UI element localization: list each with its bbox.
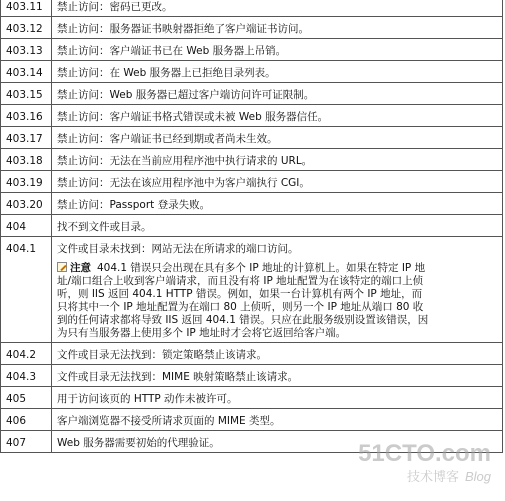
status-code: 404.2 <box>1 343 52 365</box>
status-code: 403.11 <box>1 0 52 17</box>
status-code: 405 <box>1 387 52 409</box>
status-description: 禁止访问：客户端证书已经到期或者尚未生效。 <box>52 127 503 149</box>
status-description: 用于访问该页的 HTTP 动作未被许可。 <box>52 387 503 409</box>
status-description: 禁止访问：客户端证书已在 Web 服务器上吊销。 <box>52 39 503 61</box>
status-code: 403.20 <box>1 193 52 215</box>
note-line: 址/端口组合上收到客户端请求，而且没有将 IP 地址配置为在该特定的端口上侦 <box>57 275 424 287</box>
table-row <box>1 431 503 453</box>
status-description: 找不到文件或目录。 <box>52 215 503 237</box>
note-line: 为只有当服务器上使用多个 IP 地址时才会将它返回给客户端。 <box>57 327 347 339</box>
status-code: 404.1 <box>1 237 52 343</box>
status-code: 403.17 <box>1 127 52 149</box>
note-line: 只将其中一个 IP 地址配置为在端口 80 上侦听，则另一个 IP 地址从端口 80 收 <box>57 301 424 313</box>
table-row <box>1 83 503 105</box>
status-code: 403.12 <box>1 17 52 39</box>
table-row <box>1 193 503 215</box>
table-row <box>1 409 503 431</box>
status-description: 禁止访问：无法在当前应用程序池中执行请求的 URL。 <box>52 149 503 171</box>
status-code: 403.15 <box>1 83 52 105</box>
status-code: 407 <box>1 431 52 453</box>
table-row <box>1 127 503 149</box>
status-code: 403.14 <box>1 61 52 83</box>
status-code: 404.3 <box>1 365 52 387</box>
status-code: 403.18 <box>1 149 52 171</box>
status-description: 禁止访问：客户端证书格式错误或未被 Web 服务器信任。 <box>52 105 503 127</box>
table-row <box>1 39 503 61</box>
status-code: 403.16 <box>1 105 52 127</box>
watermark-sub-text: 技术博客 <box>406 469 459 484</box>
watermark-blog-text: Blog <box>464 469 491 484</box>
table-row <box>1 149 503 171</box>
watermark-subtitle <box>358 466 491 485</box>
status-code: 403.19 <box>1 171 52 193</box>
status-description: 禁止访问：无法在该应用程序池中为客户端执行 CGI。 <box>52 171 503 193</box>
status-description: 文件或目录未找到：网站无法在所请求的端口访问。 <box>57 243 299 255</box>
note-text: 404.1 错误只会出现在具有多个 IP 地址的计算机上。如果在特定 IP 地 <box>97 262 426 274</box>
note-line: 听，则 IIS 返回 404.1 HTTP 错误。例如，如果一台计算机有两个 IP 地址，而 <box>57 288 423 300</box>
table-row <box>1 215 503 237</box>
note-line: 到的任何请求都将导致 IIS 返回 404.1 错误。只应在此服务级别设置该错误，因 <box>57 314 429 326</box>
status-code: 406 <box>1 409 52 431</box>
status-code: 404 <box>1 215 52 237</box>
status-description: 文件或目录无法找到：MIME 映射策略禁止该请求。 <box>52 365 503 387</box>
status-description-cell <box>52 237 503 343</box>
table-row <box>1 387 503 409</box>
table-row <box>1 237 503 343</box>
table-row <box>1 171 503 193</box>
note-pencil-icon <box>57 262 67 272</box>
table-row <box>1 105 503 127</box>
table-row <box>1 343 503 365</box>
status-description: 禁止访问：服务器证书映射器拒绝了客户端证书访问。 <box>52 17 503 39</box>
note-line <box>57 262 497 275</box>
status-description: 禁止访问：Passport 登录失败。 <box>52 193 503 215</box>
status-code: 403.13 <box>1 39 52 61</box>
table-row <box>1 365 503 387</box>
status-description: 文件或目录无法找到：锁定策略禁止该请求。 <box>52 343 503 365</box>
status-description: 禁止访问：Web 服务器已超过客户端访问许可证限制。 <box>52 83 503 105</box>
status-description: 禁止访问：在 Web 服务器上已拒绝目录列表。 <box>52 61 503 83</box>
watermark-logo-text: 51CTO.com <box>358 440 491 467</box>
status-description: 客户端浏览器不接受所请求页面的 MIME 类型。 <box>52 409 503 431</box>
table-row <box>1 17 503 39</box>
note-block <box>57 262 497 340</box>
note-title: 注意 <box>70 262 91 274</box>
status-description: Web 服务器需要初始的代理验证。 <box>52 431 503 453</box>
table-row <box>1 0 503 17</box>
table-row <box>1 61 503 83</box>
status-description: 禁止访问：密码已更改。 <box>52 0 503 17</box>
